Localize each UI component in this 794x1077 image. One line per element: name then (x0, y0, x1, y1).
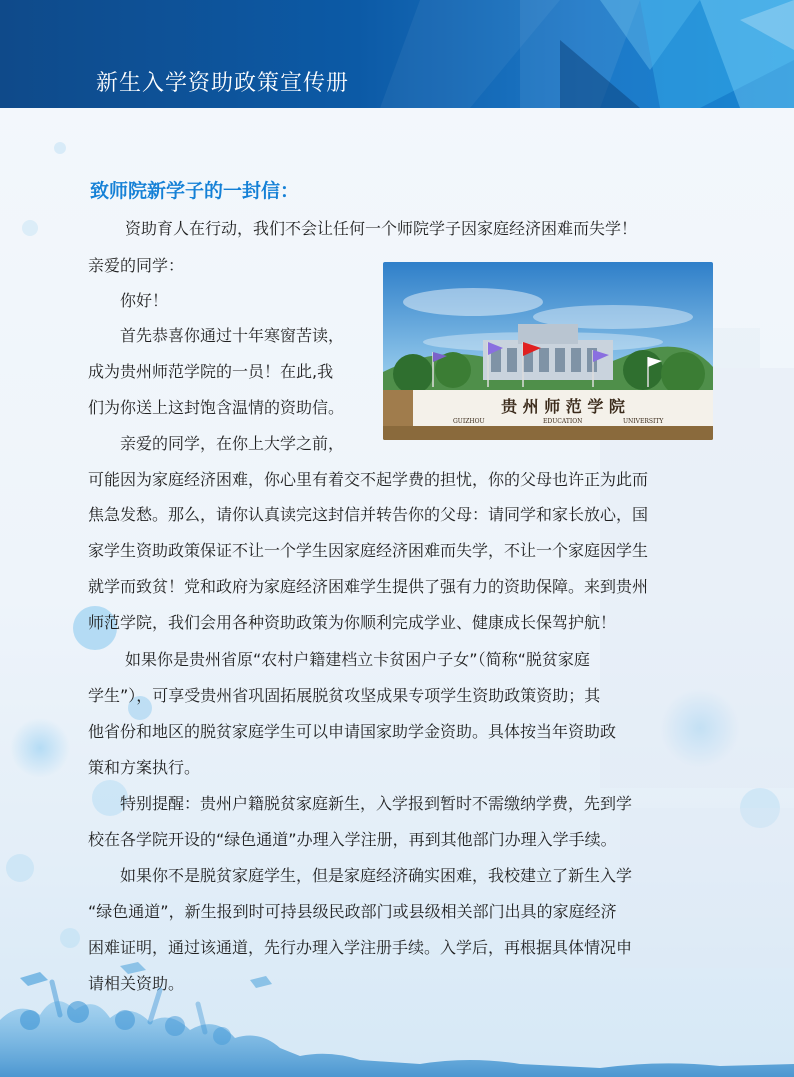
gate-sign-en-2: EDUCATION (543, 418, 583, 425)
letter-line: 如果你是贵州省原“农村户籍建档立卡贫困户子女”（简称“脱贫家庭 (125, 650, 590, 669)
letter-line: 可能因为家庭经济困难，你心里有着交不起学费的担忧，你的父母也许正为此而 (88, 470, 649, 489)
letter-line: 校在各学院开设的“绿色通道”办理入学注册，再到其他部门办理入学手续。 (88, 830, 617, 849)
letter-line: 亲爱的同学： (88, 256, 185, 275)
gate-sign-en-3: UNIVERSITY (623, 418, 664, 425)
letter-line: 焦急发愁。那么，请你认真读完这封信并转告你的父母：请同学和家长放心，国 (88, 505, 649, 524)
letter-line: 他省份和地区的脱贫家庭学生可以申请国家助学金资助。具体按当年资助政 (88, 722, 617, 741)
graduates-silhouette (0, 960, 794, 1077)
letter-line: 困难证明，通过该通道，先行办理入学注册手续。入学后，再根据具体情况申 (88, 938, 633, 957)
gate-sign-en-1: GUIZHOU (453, 418, 485, 425)
gate-sign-name: 贵 州 师 范 学 院 (501, 397, 625, 416)
letter-line: 们为你送上这封饱含温情的资助信。 (88, 398, 345, 417)
letter-line: 策和方案执行。 (88, 758, 201, 777)
letter-line: 学生”），可享受贵州省巩固拓展脱贫攻坚成果专项学生资助政策资助；其 (88, 686, 601, 705)
campus-gate-photo (383, 262, 713, 440)
letter-line: 资助育人在行动，我们不会让任何一个师院学子因家庭经济困难而失学！ (125, 219, 638, 238)
document-title: 新生入学资助政策宣传册 (96, 71, 350, 96)
letter-line: “绿色通道”，新生报到时可持县级民政部门或县级相关部门出具的家庭经济 (88, 902, 617, 921)
letter-line: 如果你不是脱贫家庭学生，但是家庭经济确实困难，我校建立了新生入学 (120, 866, 633, 885)
campus-gate-illustration (383, 262, 713, 440)
letter-line: 就学而致贫！党和政府为家庭经济困难学生提供了强有力的资助保障。来到贵州 (88, 577, 649, 596)
letter-line: 亲爱的同学，在你上大学之前， (120, 434, 345, 453)
letter-title: 致师院新学子的一封信： (90, 180, 300, 202)
letter-line: 特别提醒：贵州户籍脱贫家庭新生，入学报到暂时不需缴纳学费，先到学 (120, 794, 633, 813)
letter-line: 家学生资助政策保证不让一个学生因家庭经济困难而失学，不让一个家庭因学生 (88, 541, 649, 560)
letter-line: 你好！ (120, 291, 169, 310)
letter-line: 师范学院，我们会用各种资助政策为你顺利完成学业、健康成长保驾护航！ (88, 613, 617, 632)
letter-line: 请相关资助。 (88, 974, 185, 993)
letter-line: 首先恭喜你通过十年寒窗苦读， (120, 326, 345, 345)
letter-line: 成为贵州师范学院的一员！在此,我 (88, 362, 334, 381)
